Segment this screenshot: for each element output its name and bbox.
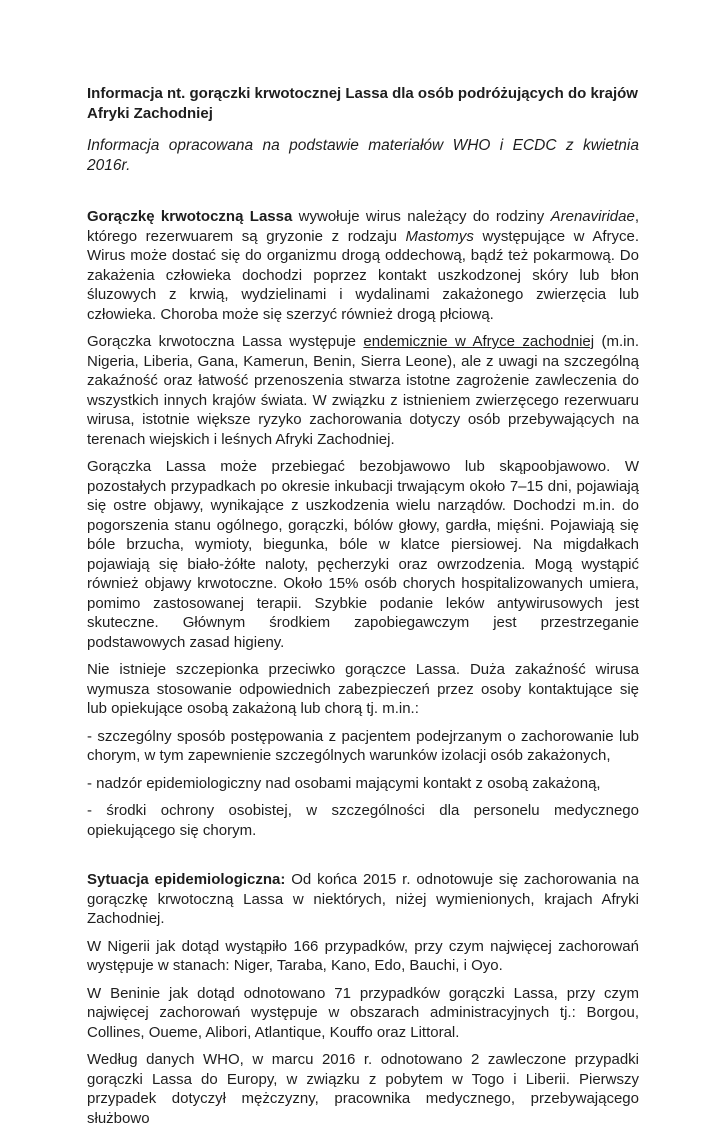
paragraph-europe: Według danych WHO, w marcu 2016 r. odnotowano 2 zawleczone przypadki gorączki Lassa do Europy, w związku z pobytem w Togo i Liberii. Pierwszy przypadek dotyczył mężczyzny, pracownika medycznego, przebywającego służbowo xyxy=(87,1051,639,1127)
paragraph-intro: Gorączkę krwotoczną Lassa wywołuje wirus należący do rodziny Arenaviridae, którego rezerwuarem są gryzonie z rodzaju Mastomys występujące w Afryce. Wirus może dostać się do organizmu drogą oddechową, bądź też pokarmową. Do zakażenia człowieka dochodzi poprzez kontakt uszkodzonej skóry lub błon śluzowych z krwią, wydzielinami i wydalinami zakażonego zwierzęcia lub człowieka. Choroba może się szerzyć również drogą płciową. xyxy=(87,208,639,323)
paragraph-vaccine: Nie istnieje szczepionka przeciwko gorączce Lassa. Duża zakaźność wirusa wymusza stosowanie odpowiednich zabezpieczeń przez osoby kontaktujące się lub opiekujące osobą zakażoną lub chorą tj. m.in.: xyxy=(87,661,639,717)
document-title: Informacja nt. gorączki krwotocznej Lassa dla osób podróżujących do krajów Afryki Zachodniej xyxy=(87,85,638,122)
paragraph-epidemiology: Sytuacja epidemiologiczna: Od końca 2015 r. odnotowuje się zachorowania na gorączkę krwotoczną Lassa w niektórych, niżej wymienionych, krajach Afryki Zachodniej. xyxy=(87,871,639,927)
paragraph-nigeria: W Nigerii jak dotąd wystąpiło 166 przypadków, przy czym najwięcej zachorowań występuje w stanach: Niger, Taraba, Kano, Edo, Bauchi, i Oyo. xyxy=(87,937,639,974)
paragraph-endemic: Gorączka krwotoczna Lassa występuje endemicznie w Afryce zachodniej (m.in. Nigeria, Liberia, Gana, Kamerun, Benin, Sierra Leone), ale z uwagi na szczególną zakaźność oraz łatwość przenoszenia stwarza istotne zagrożenie zawleczenia do wszystkich innych krajów świata. W związku z istnieniem zwierzęcego rezerwuaru wirusa, istotnie większe ryzyko zachorowania dotyczy osób przebywających na terenach wiejskich i leśnych Afryki Zachodniej. xyxy=(87,333,640,448)
endemic-underlined-text: endemicznie w Afryce zachodniej xyxy=(363,333,595,350)
epidemiology-heading: Sytuacja epidemiologiczna: xyxy=(87,871,286,888)
genus-name: Mastomys xyxy=(405,227,474,245)
bullet-item: - szczególny sposób postępowania z pacjentem podejrzanym o zachorowanie lub chorym, w tym zapewnienie szczególnych warunków izolacji osób zakażonych, xyxy=(87,727,639,764)
paragraph-benin: W Beninie jak dotąd odnotowano 71 przypadków gorączki Lassa, przy czym najwięcej zachorowań występuje w obszarach administracyjnych tj.: Borgou, Collines, Oueme, Alibori, Atlantique, Kouffo oraz Littoral. xyxy=(87,984,639,1041)
intro-bold-term: Gorączkę krwotoczną Lassa xyxy=(87,208,293,225)
document-page xyxy=(87,84,639,1136)
bullet-item: - nadzór epidemiologiczny nad osobami mającymi kontakt z osobą zakażoną, xyxy=(87,774,601,792)
bullet-item: - środki ochrony osobistej, w szczególności dla personelu medycznego opiekującego się chorym. xyxy=(87,802,639,839)
family-name: Arenaviridae xyxy=(550,208,635,225)
document-subtitle: Informacja opracowana na podstawie materiałów WHO i ECDC z kwietnia 2016r. xyxy=(87,137,639,174)
paragraph-symptoms: Gorączka Lassa może przebiegać bezobjawowo lub skąpoobjawowo. W pozostałych przypadkach po okresie inkubacji trwającym około 7–15 dni, pojawiają się ostre objawy, wynikające z uszkodzenia wielu narządów. Dochodzi m.in. do pogorszenia stanu ogólnego, gorączki, bólów głowy, gardła, mięśni. Pojawiają się bóle brzucha, wymioty, biegunka, bóle w klatce piersiowej. Na migdałkach pojawiają się biało-żółte naloty, pęcherzyki oraz owrzodzenia. Mogą wystąpić również objawy krwotoczne. Około 15% osób chorych hospitalizowanych umiera, pomimo zastosowanej terapii. Szybkie podanie leków antywirusowych jest skuteczne. Głównym środkiem zapobiegawczym jest przestrzeganie podstawowych zasad higieny. xyxy=(87,458,639,651)
